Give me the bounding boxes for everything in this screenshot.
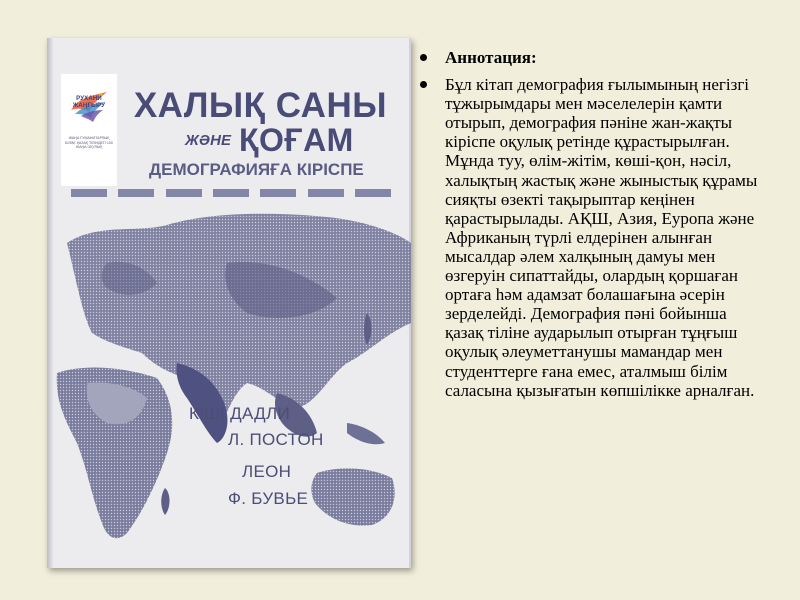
- author-name: КІШІ ДАДЛИ: [189, 404, 290, 423]
- book-cover: [47, 38, 411, 568]
- logo-text-top: РУХАНИ: [76, 96, 102, 102]
- world-map-illustration: [47, 203, 411, 568]
- annotation-body-row: [420, 75, 765, 400]
- annotation-body: Бұл кітап демография ғылымының негізгі тұжырымдары мен мәселелерін қамти отырып, демография пәніне жан-жақты кіріспе оқулық ретінде құрастырылған. Мұнда туу, өлім-жітім, көші-қон, нәсіл, халықтың жастық және жыныстық құрамы сияқты өзекті тақырыптар кеңінен қарастырылады. АҚШ, Азия, Еуропа және Африканың түрлі елдерінен алынған мысалдар әлем халқының дамуы мен өзгеруін сипаттайды, олардың қоршаған ортаға һәм адамзат болашағына әсерін зерделейді. Демография пәні бойынша қазақ тіліне аударылып отырған тұңғыш оқулық әлеуметтанушы мамандар мен студенттерге ғана емес, аталмыш білім саласына қызығатын көпшілікке арналған.: [445, 75, 758, 400]
- stripe: [71, 189, 107, 197]
- bullet-icon: [420, 81, 427, 88]
- book-title-line-2: ҚОҒАМ: [239, 122, 354, 158]
- stripe: [118, 189, 154, 197]
- logo-text-bottom: ЖАҢҒЫРУ: [72, 103, 106, 109]
- book-subtitle: ДЕМОГРАФИЯҒА КІРІСПЕ: [149, 160, 364, 179]
- author-name: ЛЕОН: [242, 462, 292, 481]
- annotation-panel: [420, 48, 765, 400]
- bullet-icon: [420, 54, 427, 61]
- stripe: [260, 189, 296, 197]
- book-title-connector: ЖӘНЕ: [185, 132, 231, 149]
- logo-subtext: ЖАҢА ГУМАНИТАРЛЫҚ БІЛІМ. ҚАЗАҚ ТІЛІНДЕГІ 100 ЖАҢА ОҚУЛЫҚ: [65, 136, 113, 150]
- author-name: Ф. БУВЬЕ: [228, 489, 309, 508]
- stripe: [213, 189, 249, 197]
- stripe: [308, 189, 344, 197]
- decorative-stripes: [71, 189, 391, 197]
- annotation-heading-row: [420, 48, 765, 67]
- author-name: Л. ПОСТОН: [228, 430, 324, 449]
- stripe: [355, 189, 391, 197]
- stripe: [166, 189, 202, 197]
- book-title-line-1: ХАЛЫҚ САНЫ: [133, 86, 387, 125]
- annotation-heading: Аннотация:: [445, 48, 537, 67]
